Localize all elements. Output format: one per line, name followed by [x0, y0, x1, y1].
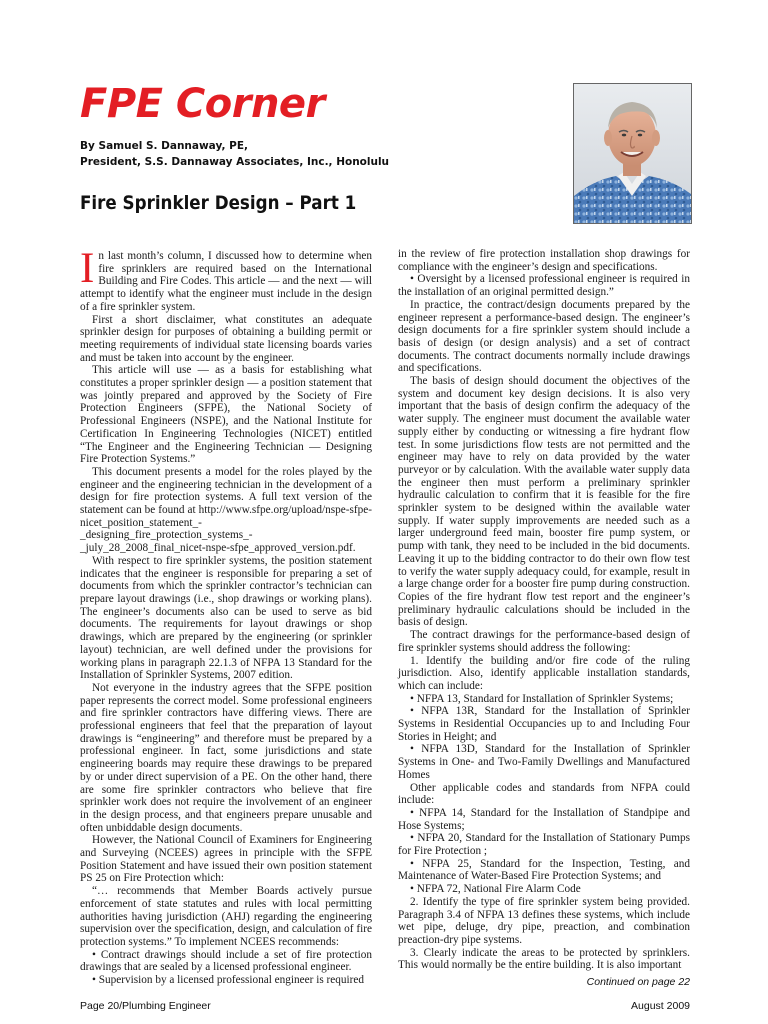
bullet-item: • NFPA 25, Standard for the Inspection, Testing, and Maintenance of Water-Based Fire Protection Systems; and — [398, 857, 690, 883]
paragraph: With respect to fire sprinkler systems, the position statement indicates that the engineer is responsible for preparing a set of documents from which the sprinkler contractor’s technician can prepare layout drawings (i.e., shop drawings or working plans). The engineer’s documents also can be used to serve as bid documents. The requirements for layout drawings or shop drawings, which are prepared by the engineering (or sprinkler layout) technician, are well defined under the provisions for working plans in paragraph 22.1.3 of NFPA 13 Standard for the Installation of Sprinkler Systems, 2007 edition. — [80, 554, 372, 682]
article-column-right — [398, 248, 690, 972]
bullet-item: • NFPA 13, Standard for Installation of Sprinkler Systems; — [410, 692, 674, 705]
masthead-title: FPE Corner — [80, 81, 325, 127]
author-photo — [573, 83, 692, 224]
paragraph — [80, 245, 372, 314]
paragraph: in the review of fire protection installation shop drawings for compliance with the engineer’s design and specifications. — [398, 248, 690, 273]
list-item: 3. Clearly indicate the areas to be protected by sprinklers. This would normally be the entire building. It is also important — [398, 946, 690, 972]
bullet-item: • Contract drawings should include a set of fire protection drawings that are sealed by a licensed professional engineer. — [80, 948, 372, 974]
paragraph: This article will use — as a basis for establishing what constitutes a proper sprinkler design — a position statement that was jointly prepared and approved by the Society of Fire Protection Engineers (SFPE), the National Society of Professional Engineers (NSPE), and the National Institute for Certification In Engineering Technologies (NICET) entitled “The Engineer and the Engineering Technician — Designing Fire Protection Systems.” — [80, 364, 372, 466]
paragraph: First a short disclaimer, what constitutes an adequate sprinkler design for purposes of obtaining a building permit or meeting requirements of individual state licensing boards varies and must be taken into account by the engineer. — [80, 313, 372, 364]
bullet-item: • NFPA 13R, Standard for the Installation of Sprinkler Systems in Residential Occupancies up to and Including Four Stories in Height; and — [398, 705, 690, 743]
paragraph: However, the National Council of Examiners for Engineering and Surveying (NCEES) agrees in principle with the SFPE Position Statement and have issued their own position statement PS 25 on Fire Protection which: — [80, 834, 372, 885]
bullet-item: • Oversight by a licensed professional engineer is required in the installation of an original permitted design.” — [398, 273, 690, 299]
list-item: 2. Identify the type of fire sprinkler system being provided. Paragraph 3.4 of NFPA 13 defines these systems, which include wet pipe, deluge, dry pipe, preaction, and combination preaction-dry pipe systems. — [398, 895, 690, 946]
block-quote: “… recommends that Member Boards actively pursue enforcement of state statutes and rules with local permitting authorities having jurisdiction (AHJ) regarding the engineering supervision over the specification, design, and calculation of fire protection systems.” To implement NCEES recommends: — [80, 885, 372, 948]
paragraph: This document presents a model for the roles played by the engineer and the engineering technician in the development of a design for fire protection systems. A full text version of the statement can be found at http://www.sfpe.org/upload/nspe-sfpe-nicet_position_statement_-_designing_fire_protection_systems_-_july_28_2008_final_nicet-nspe-sfpe_approved_version.pdf. — [80, 465, 372, 555]
paragraph: Other applicable codes and standards from NFPA could include: — [398, 781, 690, 807]
drop-cap: I — [80, 245, 95, 292]
bullet-item: • NFPA 72, National Fire Alarm Code — [410, 883, 581, 896]
footer-page-label: Page 20/Plumbing Engineer — [80, 1000, 211, 1012]
continued-note: Continued on page 22 — [586, 976, 690, 988]
byline-author: By Samuel S. Dannaway, PE, — [80, 140, 248, 152]
bullet-item: • NFPA 13D, Standard for the Installation of Sprinkler Systems in One- and Two-Family Dwellings and Manufactured Homes — [398, 743, 690, 781]
bullet-item: • NFPA 14, Standard for the Installation of Standpipe and Hose Systems; — [398, 806, 690, 832]
paragraph: Not everyone in the industry agrees that the SFPE position paper represents the correct model. Some professional engineers and fire sprinkler contractors have differing views. There are professional engineers that feel that the preparation of layout drawings is “engineering” and therefore must be prepared by a professional engineer. In fact, some jurisdictions and state engineering boards may require these drawings to be prepared by or under direct supervision of a PE. On the other hand, there are some fire sprinkler contractors who believe that fire sprinkler work does not require the involvement of an engineer in the design process, and that engineers prepare unusable and often unbiddable design documents. — [80, 681, 372, 834]
article-column-left — [80, 245, 372, 987]
byline — [80, 138, 389, 170]
bullet-item: • Supervision by a licensed professional engineer is required — [92, 974, 364, 987]
paragraph: The basis of design should document the objectives of the system and document key design decisions. It is also very important that the basis of design confirm the adequacy of the water supply. The engineer must document the available water supply either by conducting or witnessing a fire hydrant flow test. In some jurisdictions flow tests are not permitted and the engineer may have to rely on data provided by the water purveyor or by calculation. With the available water supply data the engineer then must perform a preliminary sprinkler hydraulic calculation to confirm that it is feasible for the fire sprinkler system to be designed within the available water supply. If water supply improvements are needed such as a larger underground feed main, booster fire pump system, or pump with tank, they need to be included in the bid documents. Leaving it up to the bidding contractor to do their own flow test to verify the water supply adequacy could, for example, result in a large change order for a booster fire pump during construction. Copies of the fire hydrant flow test report and the engineer’s preliminary hydraulic calculations should be included in the basis of design. — [398, 375, 690, 629]
article-title: Fire Sprinkler Design – Part 1 — [80, 192, 357, 214]
paragraph-text: n last month’s column, I discussed how to determine when fire sprinklers are required based on the International Building and Fire Codes. This article — and the next — will attempt to identify what the engineer must include in the design of a fire sprinkler system. — [80, 250, 372, 313]
byline-affiliation: President, S.S. Dannaway Associates, Inc., Honolulu — [80, 156, 390, 168]
bullet-item: • NFPA 20, Standard for the Installation of Stationary Pumps for Fire Protection ; — [398, 832, 690, 858]
paragraph: The contract drawings for the performance-based design of fire sprinkler systems should address the following: — [398, 629, 690, 654]
paragraph: In practice, the contract/design documents prepared by the engineer represent a performance-based design. The engineer’s design documents for a fire sprinkler system should include a basis of design (or design analysis) and a set of contract documents. The contract documents normally include drawings and specifications. — [398, 298, 690, 375]
footer-date: August 2009 — [631, 1000, 690, 1012]
list-item: 1. Identify the building and/or fire code of the ruling jurisdiction. Also, identify applicable installation standards, which can include: — [398, 654, 690, 692]
author-portrait-image — [574, 84, 691, 223]
